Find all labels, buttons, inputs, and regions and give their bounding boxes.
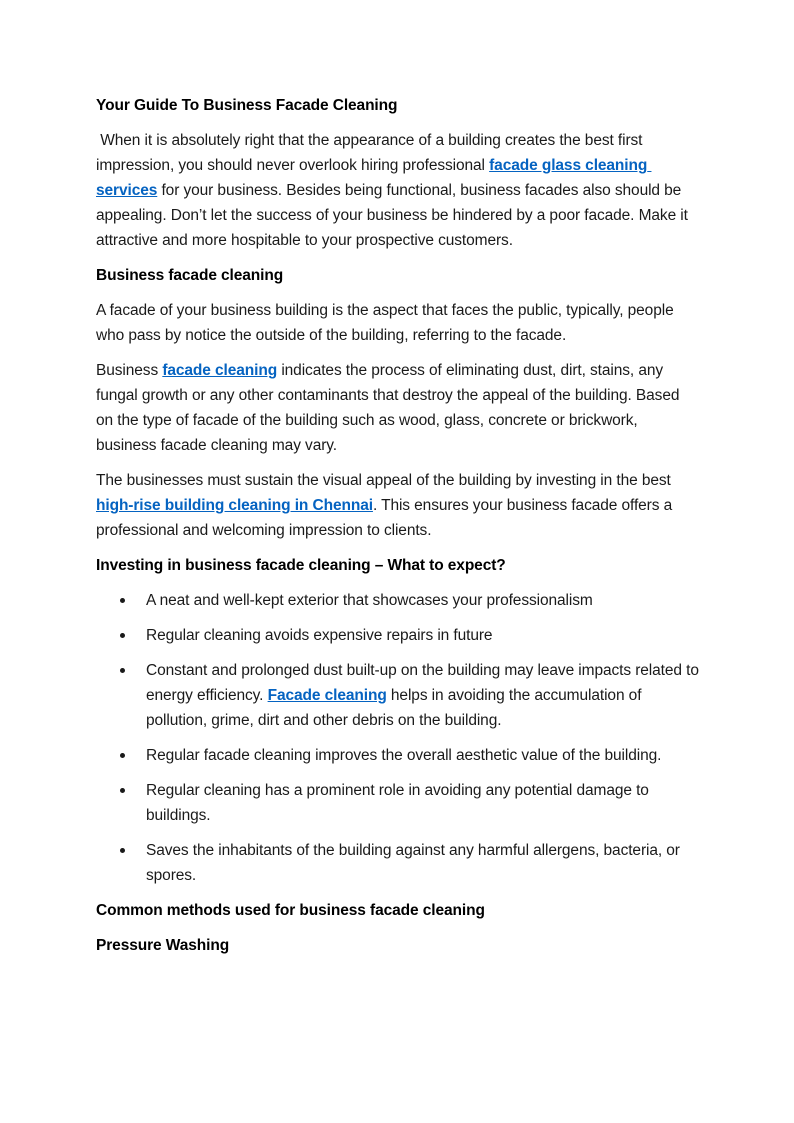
- text-run: indicates the process of eliminating dust, dirt, stains, any fungal growth or any other contaminants that destroy the appeal of the building. Based on the type of facade of the building such as wood, glass, concrete or brickwork, business facade cleaning may vary.: [96, 362, 684, 454]
- bullet-item: [96, 778, 700, 828]
- bullet-dot-icon: [120, 788, 125, 793]
- bullet-dot-icon: [120, 668, 125, 673]
- link-high-rise-building-cleaning-in-chennai[interactable]: high-rise building cleaning in Chennai: [96, 497, 373, 514]
- bullet-item: [96, 658, 704, 733]
- text-run: A neat and well-kept exterior that showcases your professionalism: [146, 592, 593, 609]
- bullet-item: [96, 588, 700, 613]
- link-facade-glass-cleaning-services[interactable]: facade glass cleaning services: [96, 157, 652, 199]
- link-facade-cleaning[interactable]: Facade cleaning: [267, 687, 387, 704]
- paragraph: [96, 468, 700, 543]
- section-heading: Your Guide To Business Facade Cleaning: [96, 97, 398, 114]
- bullet-dot-icon: [120, 633, 125, 638]
- bullet-dot-icon: [120, 753, 125, 758]
- text-run: Regular facade cleaning improves the overall aesthetic value of the building.: [146, 747, 662, 764]
- text-run: Saves the inhabitants of the building against any harmful allergens, bacteria, or spores.: [146, 842, 685, 884]
- bullet-item: [96, 743, 700, 768]
- text-run: A facade of your business building is the aspect that faces the public, typically, people who pass by notice the outside of the building, referring to the facade.: [96, 302, 678, 344]
- section-heading: Business facade cleaning: [96, 267, 284, 284]
- bullet-dot-icon: [120, 848, 125, 853]
- text-run: When it is absolutely right that the appearance of a building creates the best first impression, you should never overlook hiring professional: [96, 132, 647, 174]
- paragraph: [96, 358, 700, 458]
- text-run: Regular cleaning has a prominent role in avoiding any potential damage to buildings.: [146, 782, 654, 824]
- text-run: Business: [96, 362, 163, 379]
- bullet-dot-icon: [120, 598, 125, 603]
- bullet-item: [96, 623, 700, 648]
- section-heading: Common methods used for business facade cleaning: [96, 902, 485, 919]
- paragraph: [96, 298, 700, 348]
- section-heading: Investing in business facade cleaning – What to expect?: [96, 557, 506, 574]
- bullet-item: [96, 838, 700, 888]
- paragraph: [96, 128, 700, 253]
- section-heading: Pressure Washing: [96, 937, 230, 954]
- text-run: The businesses must sustain the visual appeal of the building by investing in the best: [96, 472, 675, 489]
- document-body: [96, 93, 704, 968]
- text-run: helps in avoiding the accumulation of pollution, grime, dirt and other debris on the building.: [146, 687, 646, 729]
- text-run: Regular cleaning avoids expensive repairs in future: [146, 627, 493, 644]
- text-run: for your business. Besides being functional, business facades also should be appealing. Don’t let the success of your business be hindered by a poor facade. Make it attractive and more hospitable to your prospective customers.: [96, 182, 693, 249]
- link-facade-cleaning[interactable]: facade cleaning: [162, 362, 278, 379]
- text-run: Constant and prolonged dust built-up on the building may leave impacts related to energy efficiency.: [146, 662, 704, 704]
- text-run: . This ensures your business facade offers a professional and welcoming impression to clients.: [96, 497, 677, 539]
